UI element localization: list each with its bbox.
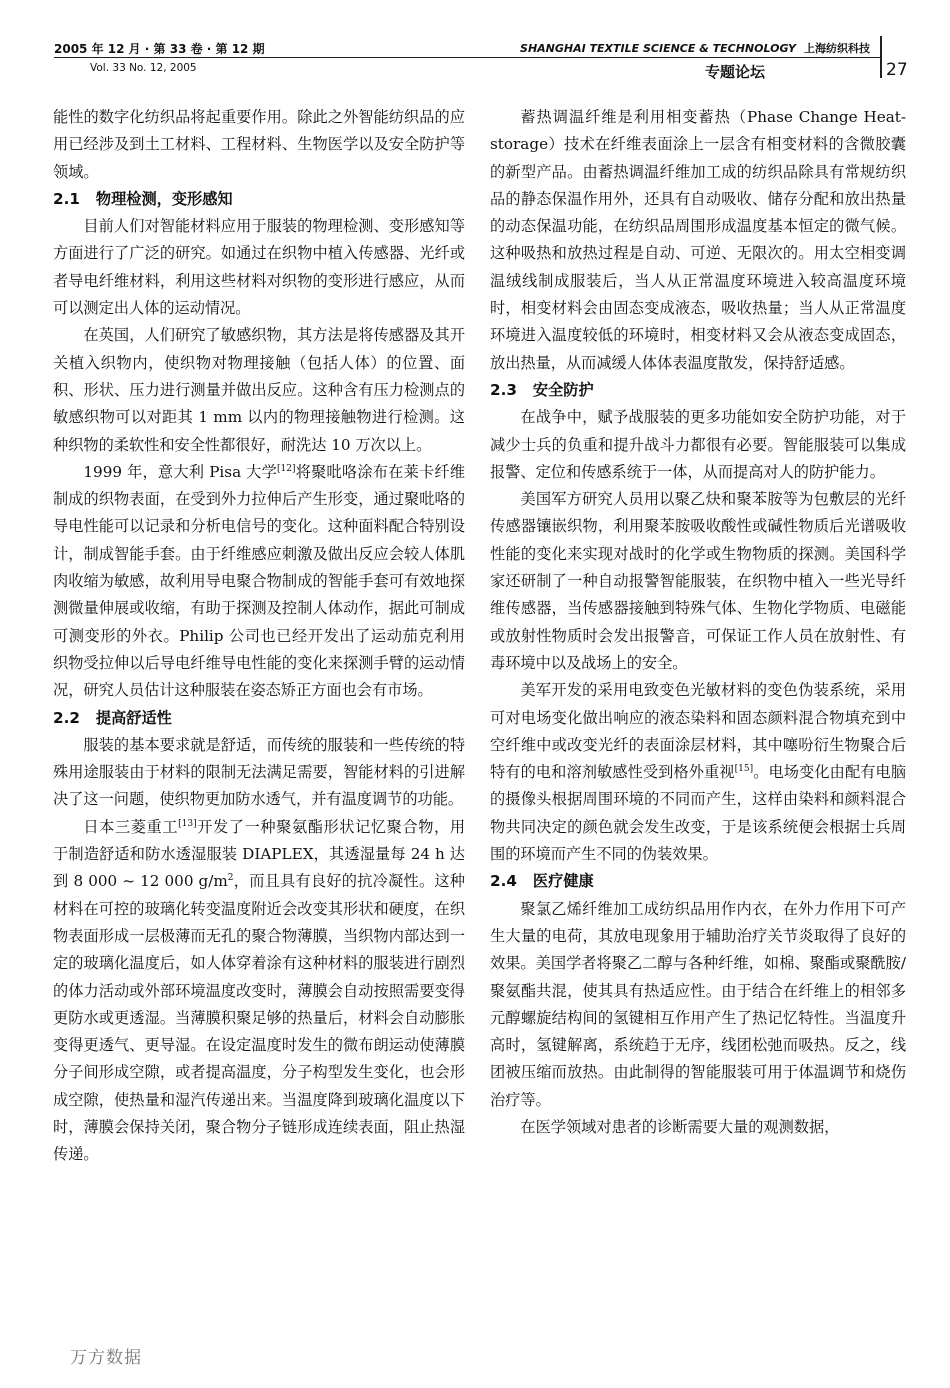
paragraph: 美国军方研究人员用以聚乙炔和聚苯胺等为包敷层的光纤传感器镶嵌织物，利用聚苯胺吸收酸性或碱性物质后光谱吸收性能的变化来实现对战时的化学或生物物质的探测。美国科学家还研制了一种自动报警智能服装，在织物中植入一些光导纤维传感器，当传感器接触到特殊气体、生物化学物质、电磁能或放射性物质时会发出报警音，可保证工作人员在放射性、有毒环境中以及战场上的安全。 (490, 490, 906, 672)
text-run: ，而且具有良好的抗冷凝性。这种材料在可控的玻璃化转变温度附近会改变其形状和硬度，在织物表面形成一层极薄而无孔的聚合物薄膜，当织物内部达到一定的玻璃化温度后，如人体穿着涂有这种材料的服装进行剧烈的体力活动或外部环境温度改变时，薄膜会自动按照需要变得更防水或更透湿。当薄膜积聚足够的热量后，材料会自动膨胀变得更透气、更导湿。在设定温度时发生的微布朗运动使薄膜分子间形成空隙，或者提高温度，分子构型发生变化，也会形成空隙，使热量和湿汽传递出来。当温度降到玻璃化温度以下时，薄膜会保持关闭，聚合物分子链形成连续表面，阻止热湿传递。 (53, 872, 465, 1164)
paragraph: 在战争中，赋予战服装的更多功能如安全防护功能，对于减少士兵的负重和提升战斗力都很有必要。智能服装可以集成报警、定位和传感系统于一体，从而提高对人的防护能力。 (490, 408, 906, 481)
paragraph (490, 677, 906, 868)
heading-number: 2.2 (53, 708, 80, 727)
right-column (490, 104, 906, 1141)
heading-title: 物理检测，变形感知 (95, 189, 233, 208)
journal-name-en: SHANGHAI TEXTILE SCIENCE & TECHNOLOGY (520, 42, 796, 55)
text-run: 开发了一种聚氨酯形状记忆聚合物，用于制造舒适和防水透湿服装 DIAPLEX，其透湿量每 24 h 达到 8 000 ~ 12 000 g/m (53, 817, 466, 891)
paragraph: 在英国，人们研究了敏感织物，其方法是将传感器及其开关植入织物内，使织物对物理接触（包括人体）的位置、面积、形状、压力进行测量并做出反应。这种含有压力检测点的敏感织物可以对距其 1 mm 以内的物理接触物进行检测。这种织物的柔软性和安全性都很好，耐洗达 10 万次以上。 (53, 326, 465, 454)
heading-title: 医疗健康 (532, 872, 594, 891)
heading-2-1 (53, 186, 465, 213)
paragraph (53, 459, 465, 705)
heading-title: 提高舒适性 (95, 708, 172, 727)
section-title: 专题论坛 (705, 63, 766, 81)
watermark: 万方数据 (70, 1348, 142, 1368)
heading-title: 安全防护 (532, 380, 594, 399)
heading-number: 2.3 (490, 380, 517, 399)
text-run: 日本三菱重工 (83, 817, 179, 836)
citation-ref: [12] (277, 463, 296, 474)
heading-2-3 (490, 377, 906, 404)
heading-number: 2.4 (490, 872, 517, 891)
journal-name-cn: 上海纺织科技 (804, 42, 870, 55)
superscript: 2 (227, 873, 234, 884)
text-run: 美军开发的采用电致变色光敏材料的变色伪装系统，采用可对电场变化做出响应的液态染料和固态颜料混合物填充到中空纤维中或改变光纤的表面涂层材料，其中噻吩衍生物聚合后特有的电和溶剂敏感性受到格外重视 (490, 681, 906, 782)
header-vertical-bar (880, 36, 882, 78)
paragraph: 蓄热调温纤维是利用相变蓄热（Phase Change Heat-storage）技术在纤维表面涂上一层含有相变材料的含微胶囊的新型产品。由蓄热调温纤维加工成的纺织品除具有常规纺织品的静态保温作用外，还具有自动吸收、储存分配和放出热量的动态保温功能，在纺织品周围形成温度基本恒定的微气候。这种吸热和放热过程是自动、可逆、无限次的。用太空相变调温绒线制成服装后，当人从正常温度环境进入较高温度环境时，相变材料会由固态变成液态，吸收热量；当人从正常温度环境进入温度较低的环境时，相变材料又会从液态变成固态，放出热量，从而减缓人体体表温度散发，保持舒适感。 (490, 108, 906, 372)
text-run: 1999 年，意大利 Pisa 大学 (83, 462, 277, 481)
page-number: 27 (886, 60, 908, 80)
heading-number: 2.1 (53, 189, 80, 208)
issue-date: 2005 年 12 月 · 第 33 卷 · 第 12 期 (54, 42, 265, 56)
heading-2-4 (490, 868, 906, 895)
left-column (53, 104, 465, 1169)
journal-name (520, 40, 870, 56)
paragraph: 目前人们对智能材料应用于服装的物理检测、变形感知等方面进行了广泛的研究。如通过在织物中植入传感器、光纤或者导电纤维材料，利用这些材料对织物的变形进行感应，从而可以测定出人体的运动情况。 (53, 217, 465, 318)
header-rule (54, 57, 880, 58)
page-header (0, 0, 950, 80)
volume-issue: Vol. 33 No. 12, 2005 (90, 62, 197, 74)
citation-ref: [15] (734, 764, 754, 775)
citation-ref: [13] (178, 818, 197, 829)
heading-2-2 (53, 705, 465, 732)
text-run: 将聚吡咯涂布在莱卡纤维制成的织物表面，在受到外力拉伸后产生形变，通过聚吡咯的导电性能可以记录和分析电信号的变化。这种面料配合特别设计，制成智能手套。由于纤维感应刺激及做出反应会较人体肌肉收缩为敏感，故利用导电聚合物制成的智能手套可有效地探测微量伸展或收缩，有助于探测及控制人体动作，据此可制成可测变形的外衣。Philip 公司也已经开发出了运动茄克利用织物受拉伸以后导电纤维导电性能的变化来探测手臂的运动情况，研究人员估计这种服装在姿态矫正方面也会有市场。 (53, 462, 466, 700)
paragraph: 聚氯乙烯纤维加工成纺织品用作内衣，在外力作用下可产生大量的电荷，其放电现象用于辅助治疗关节炎取得了良好的效果。美国学者将聚乙二醇与各种纤维，如棉、聚酯或聚酰胺/聚氨酯共混，使其具有热适应性。由于结合在纤维上的相邻多元醇螺旋结构间的氢键相互作用产生了热记忆特性。当温度升高时，氢键解离，系统趋于无序，线团松弛而吸热。反之，线团被压缩而放热。由此制得的智能服装可用于体温调节和烧伤治疗等。 (490, 899, 906, 1109)
paragraph: 服装的基本要求就是舒适，而传统的服装和一些传统的特殊用途服装由于材料的限制无法满足需要，智能材料的引进解决了这一问题，使织物更加防水透气，并有温度调节的功能。 (53, 735, 465, 809)
paragraph (53, 814, 465, 1169)
paragraph-intro: 能性的数字化纺织品将起重要作用。除此之外智能纺织品的应用已经涉及到土工材料、工程材料、生物医学以及安全防护等领域。 (53, 108, 465, 181)
paragraph: 在医学领域对患者的诊断需要大量的观测数据， (520, 1117, 840, 1136)
text-run: 。电场变化由配有电脑的摄像头根据周围环境的不同而产生，这样由染料和颜料混合物共同决定的颜色就会发生改变，于是该系统便会根据士兵周围的环境而产生不同的伪装效果。 (490, 763, 906, 864)
